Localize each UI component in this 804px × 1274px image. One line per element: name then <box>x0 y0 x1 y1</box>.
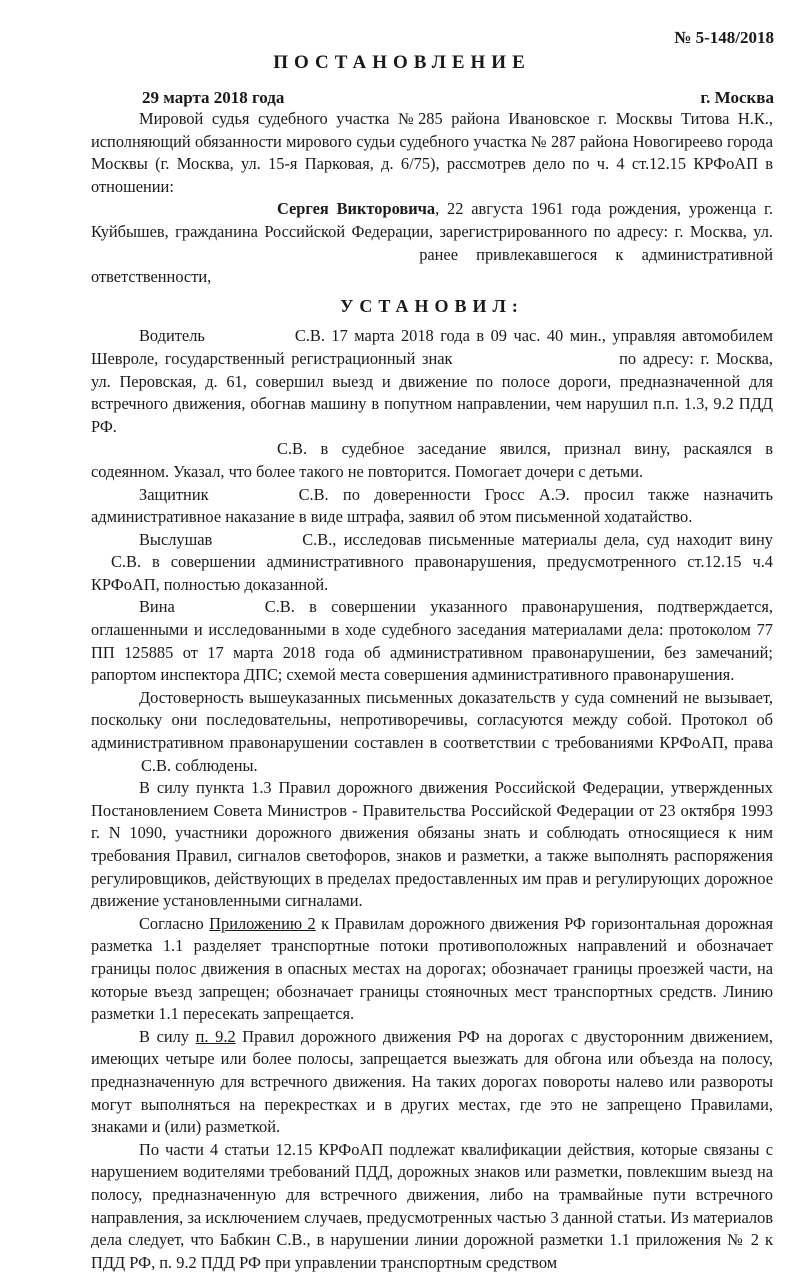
annex-lead: Согласно <box>139 913 204 933</box>
paragraph-reliability <box>91 687 773 777</box>
rule92-lead: В силу <box>139 1026 189 1046</box>
guilt-text: С.В. в совершении указанного правонарушения, подтверждается, оглашенными и исследованными в ходе судебного заседания материалами дела: протоколом 77 ПП 125885 от 17 марта 2018 года об административном правонарушении, без замечаний; рапортом инспектора ДПС; схемой места совершения административного правонарушения. <box>91 597 773 685</box>
rule92-text: Правил дорожного движения РФ на дорогах с двусторонним движением, имеющих четыре или более полосы, запрещается выезжать для обгона или объезда на полосу, предназначенную для встречного движения. На таких дорогах повороты налево или развороты могут выполняться на перекрестках и в других местах, где это не запрещено Правилами, знаками и (или) разметкой. <box>91 1026 773 1137</box>
document-city: г. Москва <box>700 88 774 107</box>
defender-lead: Защитник <box>139 484 209 504</box>
document-body <box>91 108 773 1274</box>
rule92-link[interactable]: п. 9.2 <box>195 1026 236 1046</box>
defendant-paragraph <box>91 198 773 288</box>
defendant-name: Сергея Викторовича <box>277 199 436 219</box>
annex-text: к Правилам дорожного движения РФ горизонтальная дорожная разметка 1.1 разделяет транспортные потоки противоположных направлений и обозначает границы полос движения в опасных местах на дорогах; обозначает границы проезжей части, на которые въезд запрещен; обозначает границы стояночных мест транспортных средств. Линию разметки 1.1 пересекать запрещается. <box>91 913 773 1024</box>
case-number: № 5-148/2018 <box>674 28 774 47</box>
paragraph-court: С.В. в судебное заседание явился, признал вину, раскаялся в содеянном. Указал, что более такого не повторится. Помогает дочери с детьми. <box>91 439 773 481</box>
paragraph-guilt <box>91 596 773 686</box>
paragraph-annex <box>91 913 773 1026</box>
driver-text-2: по адресу: г. Москва, ул. Перовская, д. 61, совершил выезд и движение по полосе дороги, предназначенной для встречного движения, обогнав машину в попутном направлении, чем нарушил п.п. 1.3, 9.2 ПДД РФ. <box>91 348 774 436</box>
defendant-history: ранее привлекавшегося к административной ответственности, <box>91 244 773 287</box>
document-date: 29 марта 2018 года <box>142 88 285 107</box>
guilt-lead: Вина <box>139 597 175 617</box>
paragraph-driver <box>91 325 773 438</box>
reliability-tail: С.В. соблюдены. <box>141 755 258 775</box>
paragraph-rule-1-3: В силу пункта 1.3 Правил дорожного движения Российской Федерации, утвержденных Постановлением Совета Министров - Правительства Российской Федерации от 23 октября 1993 г. N 1090, участники дорожного движения обязаны знать и соблюдать относящиеся к ним требования Правил, сигналов светофоров, знаков и разметки, а также выполнять распоряжения регулировщиков, действующих в пределах предоставленных им прав и регулирующих дорожное движение установленными сигналами. <box>91 778 773 911</box>
heard-text-2: С.В. в совершении административного правонарушения, предусмотренного ст.12.15 ч.4 КРФоАП, полностью доказанной. <box>91 552 773 594</box>
annex-link[interactable]: Приложению 2 <box>209 913 316 933</box>
defendant-details: , 22 августа 1961 года рождения, уроженца г. Куйбышев, гражданина Российской Федерации, зарегистрированного по адресу: г. Москва, ул. <box>91 199 773 241</box>
defender-text: С.В. по доверенности Гросс А.Э. просил также назначить административное наказание в виде штрафа, заявил об этом письменной ходатайство. <box>91 484 773 527</box>
driver-lead: Водитель <box>139 326 205 346</box>
paragraph-part4: По части 4 статьи 12.15 КРФоАП подлежат квалификации действия, которые связаны с нарушением водителями требований ПДД, дорожных знаков или разметки, повлекшим выезд на полосу, предназначенную для встречного движения, либо на трамвайные пути встречного направления, за исключением случаев, предусмотренных частью 3 данной статьи. Из материалов дела следует, что Бабкин С.В., в нарушении линии дорожной разметки 1.1 приложения № 2 к ПДД РФ, п. 9.2 ПДД РФ при управлении транспортным средством <box>91 1139 773 1272</box>
heard-lead: Выслушав <box>139 529 213 549</box>
section-title: УСТАНОВИЛ: <box>340 295 524 316</box>
document-title: ПОСТАНОВЛЕНИЕ <box>273 52 531 73</box>
paragraph-rule-9-2 <box>91 1026 773 1139</box>
dateline <box>142 88 774 108</box>
heard-text: С.В., исследовав письменные материалы дела, суд находит вину <box>302 529 773 549</box>
reliability-text: Достоверность вышеуказанных письменных доказательств у суда сомнений не вызывает, поскольку они последовательны, непротиворечивы, согласуются между собой. Протокол об административном правонарушении составлен в соответствии с требованиями КРФоАП, права <box>91 687 773 753</box>
driver-text: С.В. 17 марта 2018 года в 09 час. 40 мин., управляя автомобилем Шевроле, государственный регистрационный знак <box>91 326 773 368</box>
paragraph-defender <box>91 484 773 529</box>
intro-paragraph: Мировой судья судебного участка №285 района Ивановское г. Москвы Титова Н.К., исполняющий обязанности мирового судьи судебного участка № 287 района Новогиреево города Москвы (г. Москва, ул. 15-я Парковая, д. 6/75), рассмотрев дело по ч. 4 ст.12.15 КРФоАП в отношении: <box>91 109 773 196</box>
paragraph-heard <box>91 529 773 597</box>
